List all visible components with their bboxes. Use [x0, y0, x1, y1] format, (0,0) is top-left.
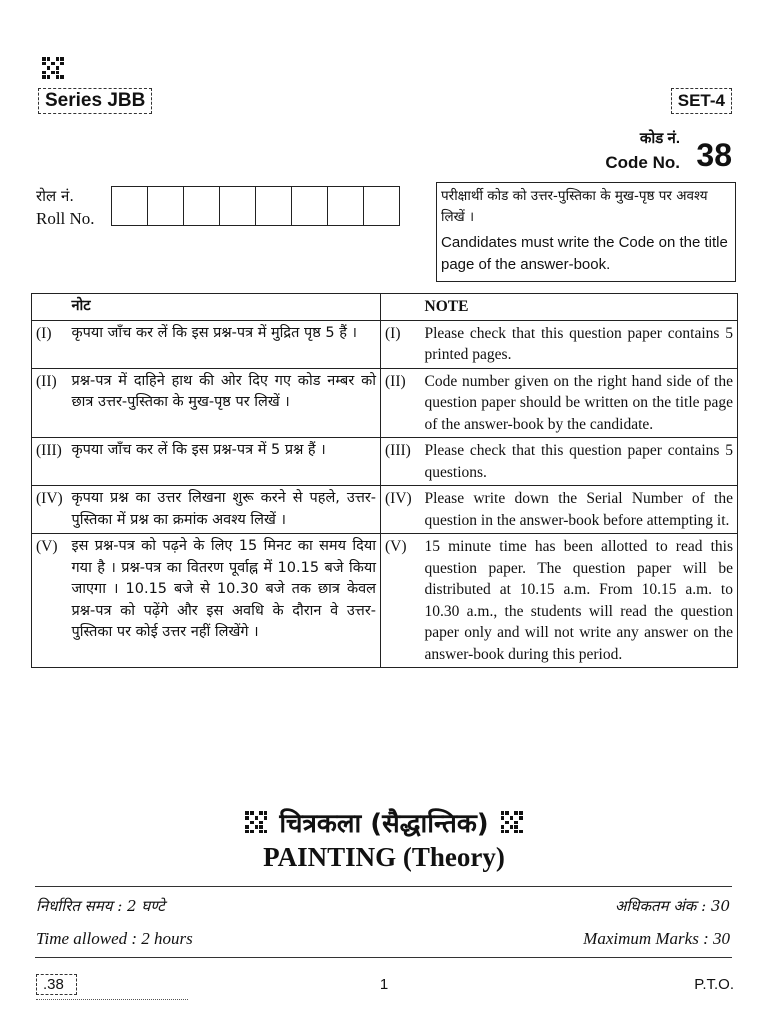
divider: [35, 957, 732, 958]
code-number: 38: [696, 137, 732, 173]
series-label: Series JBB: [38, 88, 152, 114]
note-number: (I): [381, 320, 421, 368]
footer-underline: [36, 999, 188, 1000]
note-row: [32, 438, 738, 486]
note-number: (V): [381, 534, 421, 668]
roll-number-boxes[interactable]: [111, 186, 400, 226]
roll-digit-box[interactable]: [364, 187, 399, 225]
candidate-instruction-box: [436, 182, 736, 282]
qr-code-icon: [245, 811, 267, 833]
note-row: [32, 320, 738, 368]
note-row: [32, 534, 738, 668]
qr-code-icon: [42, 57, 64, 79]
note-heading-english: NOTE: [421, 294, 738, 321]
note-heading-hindi: नोट: [68, 294, 381, 321]
time-allowed-english: Time allowed : 2 hours: [36, 929, 193, 948]
instruction-english: Candidates must write the Code on the title page of the answer-book.: [441, 234, 728, 273]
pto-label: P.T.O.: [694, 976, 734, 993]
roll-digit-box[interactable]: [256, 187, 292, 225]
page-number: 1: [379, 976, 389, 993]
note-number: (III): [381, 438, 421, 486]
footer-code: .38: [36, 974, 77, 995]
note-number: (IV): [381, 486, 421, 534]
max-marks-hindi: अधिकतम अंक : 30: [614, 897, 730, 915]
note-english: Please check that this question paper contains 5 printed pages.: [421, 320, 738, 368]
roll-digit-box[interactable]: [220, 187, 256, 225]
note-hindi: कृपया जाँच कर लें कि इस प्रश्न-पत्र में मुद्रित पृष्ठ 5 हैं ।: [68, 320, 381, 368]
divider: [35, 886, 732, 887]
roll-digit-box[interactable]: [112, 187, 148, 225]
note-number: (V): [32, 534, 68, 668]
roll-digit-box[interactable]: [148, 187, 184, 225]
roll-label-hindi: रोल नं.: [36, 187, 75, 205]
code-label-english: Code No.: [605, 153, 680, 172]
subject-title-english: PAINTING (Theory): [263, 842, 505, 872]
roll-digit-box[interactable]: [292, 187, 328, 225]
note-hindi: प्रश्न-पत्र में दाहिने हाथ की ओर दिए गए कोड नम्बर को छात्र उत्तर-पुस्तिका के मुख-पृष्ठ पर लिखें ।: [68, 368, 381, 438]
note-number: (II): [381, 368, 421, 438]
roll-label-english: Roll No.: [36, 209, 95, 228]
note-row: [32, 368, 738, 438]
note-number: (III): [32, 438, 68, 486]
max-marks-english: Maximum Marks : 30: [583, 929, 730, 948]
note-hindi: इस प्रश्न-पत्र को पढ़ने के लिए 15 मिनट का समय दिया गया है । प्रश्न-पत्र का वितरण पूर्वाह्न में 10.15 बजे किया जाएगा । 10.15 बजे से 10.30 बजे तक छात्र केवल प्रश्न-पत्र को पढ़ेंगे और इस अवधि के दौरान वे उत्तर-पुस्तिका पर कोई उत्तर नहीं लिखेंगे ।: [68, 534, 381, 668]
note-english: Please check that this question paper contains 5 questions.: [421, 438, 738, 486]
subject-title-hindi: चित्रकला (सैद्धान्तिक): [279, 809, 489, 840]
roll-digit-box[interactable]: [328, 187, 364, 225]
note-number: (IV): [32, 486, 68, 534]
code-label-hindi: कोड नं.: [639, 130, 680, 147]
note-hindi: कृपया प्रश्न का उत्तर लिखना शुरू करने से पहले, उत्तर-पुस्तिका में प्रश्न का क्रमांक अवश्य लिखें ।: [68, 486, 381, 534]
notes-table: [31, 293, 738, 668]
qr-code-icon: [501, 811, 523, 833]
subject-title-hindi-row: [0, 800, 768, 840]
roll-digit-box[interactable]: [184, 187, 220, 225]
notes-header-row: [32, 294, 738, 321]
note-english: Please write down the Serial Number of the question in the answer-book before attempting it.: [421, 486, 738, 534]
note-english: 15 minute time has been allotted to read this question paper. The question paper will be distributed at 10.15 a.m. From 10.15 a.m. to 10.30 a.m., the students will read the question paper only and will not write any answer on the answer-book during this period.: [421, 534, 738, 668]
note-row: [32, 486, 738, 534]
note-english: Code number given on the right hand side of the question paper should be written on the title page of the answer-book by the candidate.: [421, 368, 738, 438]
note-hindi: कृपया जाँच कर लें कि इस प्रश्न-पत्र में 5 प्रश्न हैं ।: [68, 438, 381, 486]
instruction-hindi: परीक्षार्थी कोड को उत्तर-पुस्तिका के मुख-पृष्ठ पर अवश्य लिखें ।: [441, 188, 708, 225]
note-number: (II): [32, 368, 68, 438]
set-label: SET-4: [671, 88, 732, 114]
time-allowed-hindi: निर्धारित समय : 2 घण्टे: [36, 897, 165, 915]
note-number: (I): [32, 320, 68, 368]
